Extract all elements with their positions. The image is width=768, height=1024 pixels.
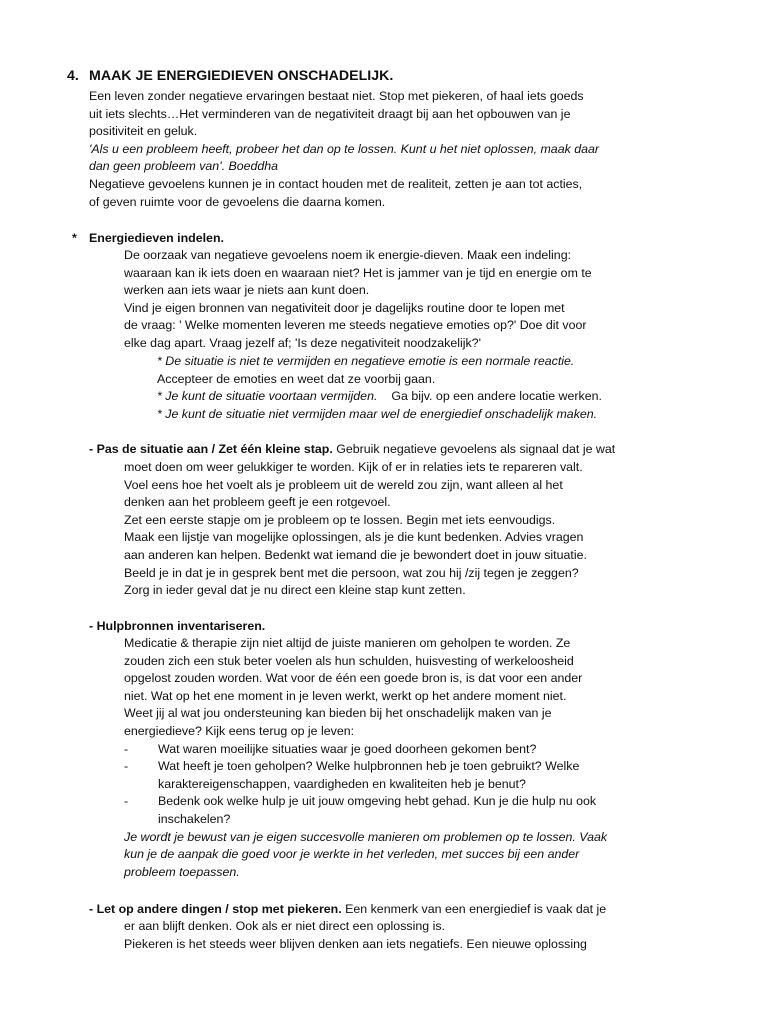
text-line: Wat heeft je toen geholpen? Welke hulpbronnen heb je toen gebruikt? Welke — [158, 759, 580, 774]
piekeren-paragraph — [124, 918, 587, 953]
text-line: elke dag apart. Vraag jezelf af; 'Is deze negativiteit noodzakelijk?' — [124, 335, 481, 350]
energiedieven-paragraph — [124, 247, 592, 353]
text-line: positiviteit en geluk. — [89, 124, 198, 139]
bullet-dash: - — [124, 759, 129, 774]
text-line: de vraag: ' Welke momenten leveren me steeds negatieve emoties op?' Doe dit voor — [124, 318, 587, 333]
italic-line: kun je de aanpak die goed voor je werkte in het verleden, met succes bij een ander — [124, 847, 580, 862]
text-line: waaraan kan ik iets doen en waaraan niet? Het is jammer van je tijd en energie om te — [124, 265, 592, 280]
italic-line: probleem toepassen. — [124, 864, 240, 879]
list-item — [124, 758, 607, 793]
text-line: niet. Wat op het ene moment in je leven werkt, werkt op het andere moment niet. — [124, 688, 567, 703]
italic-line: Je wordt je bewust van je eigen succesvolle manieren om problemen op te lossen. Vaak — [124, 829, 608, 844]
text-line: Vind je eigen bronnen van negativiteit door je dagelijks routine door te lopen met — [124, 300, 565, 315]
text-line: De oorzaak van negatieve gevoelens noem ik energie-dieven. Maak een indeling: — [124, 248, 572, 262]
subpoint-line — [157, 388, 602, 406]
text-line: inschakelen? — [158, 811, 231, 826]
text-line: werken aan iets waar je niets aan kunt doen. — [124, 283, 370, 298]
text-line: denken aan het probleem geeft je een rotgevoel. — [124, 495, 391, 510]
text-line: Negatieve gevoelens kunnen je in contact houden met de realiteit, zetten je aan tot acties, — [89, 176, 583, 191]
energiedieven-title: Energiedieven indelen. — [89, 231, 224, 245]
section-title: MAAK JE ENERGIEDIEVEN ONSCHADELIJK. — [89, 68, 394, 84]
text-line: Weet jij al wat jou ondersteuning kan bieden bij het onschadelijk maken van je — [124, 706, 552, 721]
subpoint-text: * Je kunt de situatie voortaan vermijden. — [157, 389, 378, 404]
text-line: Wat waren moeilijke situaties waar je goed doorheen gekomen bent? — [158, 741, 537, 756]
text-line: energiedieve? Kijk eens terug op je leven: — [124, 723, 355, 738]
text-line: Piekeren is het steeds weer blijven denken aan iets negatiefs. Een nieuwe oplossing — [124, 936, 587, 951]
text-line: Voel eens hoe het voelt als je probleem uit de wereld zou zijn, want alleen al het — [124, 477, 563, 492]
text-line: moet doen om weer gelukkiger te worden. Kijk of er in relaties iets te repareren valt. — [124, 460, 583, 474]
section-number: 4. — [67, 68, 79, 84]
piekeren-title: - Let op andere dingen / stop met piekeren. — [89, 902, 342, 916]
text-line: zouden zich een stuk beter voelen als hun schulden, huisvesting of werkeloosheid — [124, 653, 574, 668]
piekeren-first-line — [89, 901, 606, 919]
text-line: Medicatie & therapie zijn niet altijd de juiste manieren om geholpen te worden. Ze — [124, 636, 571, 650]
hulpbronnen-paragraph — [124, 635, 607, 881]
intro-paragraph — [89, 88, 599, 211]
bullet-dash: - — [124, 794, 129, 809]
subpoint-line: * De situatie is niet te vermijden en negatieve emotie is een normale reactie. — [157, 354, 575, 368]
list-item — [124, 793, 607, 828]
text-line: er aan blijft denken. Ook als er niet direct een oplossing is. — [124, 919, 445, 933]
quote-line: 'Als u een probleem heeft, probeer het dan op te lossen. Kunt u het niet oplossen, maak daar — [89, 141, 600, 156]
text-line: of geven ruimte voor de gevoelens die daarna komen. — [89, 194, 386, 209]
text-line: Maak een lijstje van mogelijke oplossingen, als je die kunt bedenken. Advies vragen — [124, 530, 584, 545]
energiedieven-subpoints — [157, 353, 602, 423]
text-line: Zorg in ieder geval dat je nu direct een kleine stap kunt zetten. — [124, 583, 466, 598]
list-item — [124, 741, 607, 759]
section-heading — [67, 66, 393, 86]
quote-line: dan geen probleem van'. Boeddha — [89, 159, 279, 174]
text-line: Bedenk ook welke hulp je uit jouw omgeving hebt gehad. Kun je die hulp nu ook — [158, 794, 597, 809]
text-line: karaktereigenschappen, vaardigheden en kwaliteiten heb je benut? — [158, 776, 526, 791]
bullet-dash: - — [124, 741, 129, 756]
subpoint-text: Ga bijv. op een andere locatie werken. — [391, 389, 602, 404]
text-line: Een leven zonder negatieve ervaringen bestaat niet. Stop met piekeren, of haal iets goeds — [89, 89, 584, 103]
text-line: Een kenmerk van een energiedief is vaak dat je — [341, 902, 607, 916]
text-line: Beeld je in dat je in gesprek bent met die persoon, wat zou hij /zij tegen je zeggen? — [124, 565, 579, 580]
text-line: uit iets slechts…Het verminderen van de negativiteit draagt bij aan het opbouwen van je — [89, 106, 571, 121]
hulpbronnen-title: - Hulpbronnen inventariseren. — [89, 619, 266, 633]
situatie-first-line — [89, 441, 615, 459]
text-line: Gebruik negatieve gevoelens als signaal dat je wat — [332, 442, 616, 456]
subpoint-line: * Je kunt de situatie niet vermijden maar wel de energiedief onschadelijk maken. — [157, 406, 598, 421]
text-line: aan anderen kan helpen. Bedenkt wat iemand die je bewondert doet in jouw situatie. — [124, 547, 587, 562]
subpoint-line: Accepteer de emoties en weet dat ze voorbij gaan. — [157, 371, 436, 386]
situatie-title: - Pas de situatie aan / Zet één kleine stap. — [89, 442, 333, 456]
text-line: Zet een eerste stapje om je probleem op te lossen. Begin met iets eenvoudigs. — [124, 512, 556, 527]
energiedieven-marker: * — [72, 231, 77, 245]
situatie-paragraph — [124, 459, 587, 600]
text-line: opgelost zouden worden. Wat voor de één een goede bron is, is dat voor een ander — [124, 671, 583, 686]
